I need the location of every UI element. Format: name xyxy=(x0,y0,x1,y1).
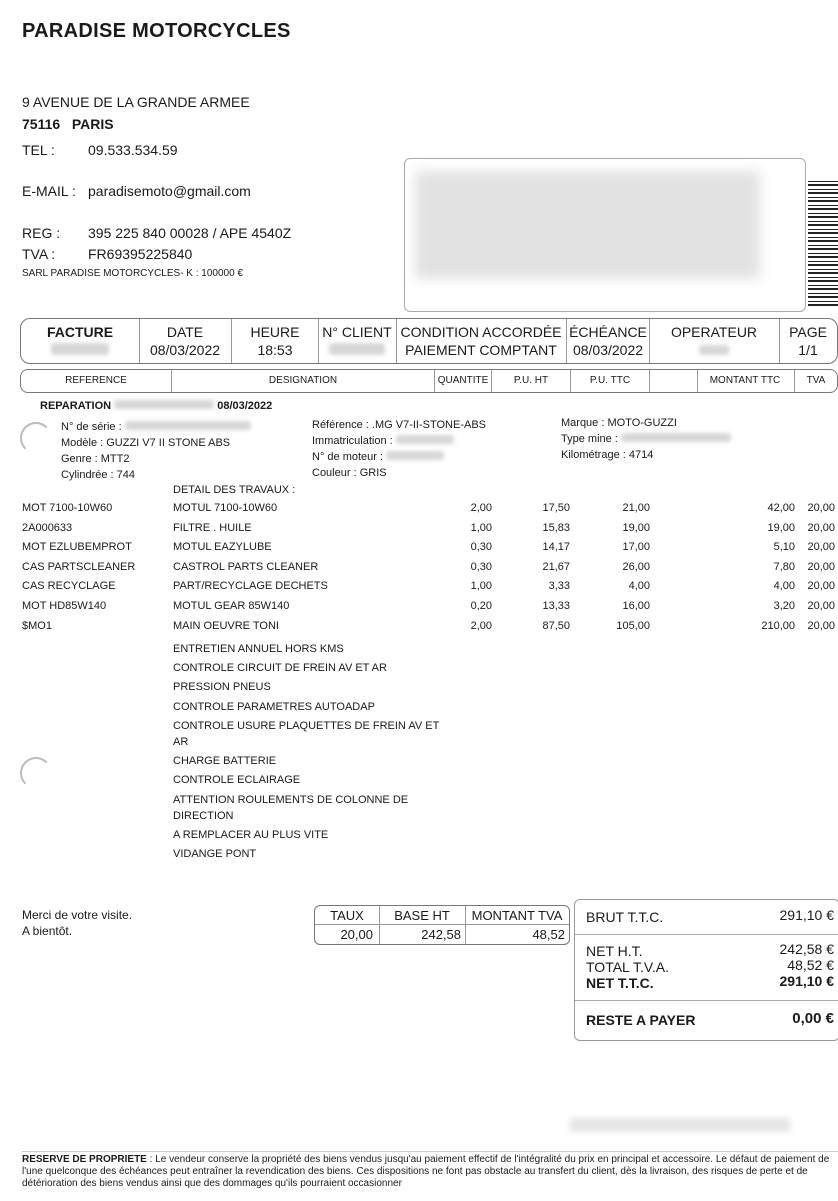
echeance-value: 08/03/2022 xyxy=(572,342,644,358)
redacted-client-number xyxy=(329,343,385,355)
item-montant: 42,00 xyxy=(767,502,795,514)
item-puht: 13,33 xyxy=(542,600,570,612)
redacted-recipient xyxy=(415,171,760,279)
table-row xyxy=(0,580,838,600)
vehicle-info-right xyxy=(561,415,731,463)
operateur-cell xyxy=(650,319,778,363)
item-puht: 14,17 xyxy=(542,541,570,554)
company-city: PARIS xyxy=(71,116,114,132)
redacted-type-mine xyxy=(621,433,731,442)
item-tva: 20,00 xyxy=(807,502,835,514)
col-quantite: QUANTITE xyxy=(437,375,489,386)
note-line: DIRECTION xyxy=(173,809,234,822)
item-puttc: 19,00 xyxy=(622,521,650,534)
condition-label: CONDITION ACCORDÉE xyxy=(400,324,562,340)
company-reg-line xyxy=(22,225,291,241)
echeance-cell xyxy=(567,319,649,363)
company-email-line xyxy=(22,183,251,199)
typemine-label: Type mine : xyxy=(561,433,618,445)
divider xyxy=(575,934,838,935)
redacted-serial xyxy=(125,421,251,430)
couleur: Couleur : GRIS xyxy=(312,467,387,479)
thanks-message xyxy=(22,907,132,939)
detail-title: DETAIL DES TRAVAUX : xyxy=(173,484,296,496)
redacted-repair-id xyxy=(114,400,214,409)
reste-label: RESTE A PAYER xyxy=(586,1012,696,1028)
note-line: A REMPLACER AU PLUS VITE xyxy=(173,829,329,842)
note-line: CONTROLE CIRCUIT DE FREIN AV ET AR xyxy=(173,662,387,675)
table-row xyxy=(0,541,838,561)
item-puht: 15,83 xyxy=(542,521,570,534)
item-puht: 87,50 xyxy=(542,619,570,632)
vehicle-info-left xyxy=(61,419,251,483)
item-montant: 19,00 xyxy=(767,521,795,534)
item-ref: MOT HD85W140 xyxy=(22,600,107,612)
client-cell xyxy=(319,319,395,363)
client-label: N° CLIENT xyxy=(322,324,392,340)
page-value: 1/1 xyxy=(798,342,818,358)
echeance-label: ÉCHÉANCE xyxy=(569,324,647,340)
note-line: ATTENTION ROULEMENTS DE COLONNE DE xyxy=(173,793,409,806)
item-ref: CAS RECYCLAGE xyxy=(22,580,116,593)
redacted-invoice-number xyxy=(51,343,109,355)
item-montant: 210,00 xyxy=(761,619,795,632)
item-qty: 2,00 xyxy=(470,619,492,632)
reference: Référence : .MG V7-II-STONE-ABS xyxy=(312,419,487,431)
item-designation: MOTUL 7100-10W60 xyxy=(173,502,278,514)
item-tva: 20,00 xyxy=(807,600,835,612)
redacted-operator xyxy=(699,345,729,355)
net-ttc-value: 291,10 € xyxy=(779,973,834,989)
total-tva-label: TOTAL T.V.A. xyxy=(586,959,670,975)
item-puttc: 16,00 xyxy=(622,600,650,612)
company-postcode: 75116 xyxy=(22,116,61,132)
moteur-label: N° de moteur : xyxy=(312,451,384,463)
repair-date: 08/03/2022 xyxy=(217,400,273,412)
table-row xyxy=(0,522,838,542)
item-tva: 20,00 xyxy=(807,580,835,593)
repair-title: REPARATION xyxy=(40,400,112,412)
net-ht-value: 242,58 € xyxy=(779,941,834,957)
divider xyxy=(575,1000,838,1001)
company-tva-line xyxy=(22,246,192,262)
vat-montant-value: 48,52 xyxy=(532,927,565,942)
vat-base-label: BASE HT xyxy=(394,908,450,923)
page-label: PAGE xyxy=(789,324,827,340)
item-qty: 0,30 xyxy=(470,560,492,573)
item-puht: 3,33 xyxy=(548,580,570,593)
heure-value: 18:53 xyxy=(257,342,293,358)
vat-taux-value: 20,00 xyxy=(340,927,373,942)
item-montant: 3,20 xyxy=(773,600,795,612)
col-tva: TVA xyxy=(806,375,826,386)
totals-box xyxy=(574,899,838,1041)
barcode xyxy=(808,178,838,306)
net-ht-label: NET H.T. xyxy=(586,943,643,959)
redacted-plate xyxy=(396,435,454,444)
tva-value: FR69395225840 xyxy=(88,246,193,262)
item-puttc: 17,00 xyxy=(622,541,650,554)
item-ref: 2A000633 xyxy=(22,521,73,534)
divider xyxy=(697,370,698,392)
item-qty: 0,30 xyxy=(470,541,492,554)
divider xyxy=(315,924,569,925)
reg-value: 395 225 840 00028 / APE 4540Z xyxy=(88,225,292,241)
vat-summary xyxy=(314,905,570,945)
recipient-address-box xyxy=(404,158,806,312)
company-city-line xyxy=(22,116,114,132)
date-cell xyxy=(140,319,230,363)
redacted-footer-info xyxy=(570,1118,790,1132)
reste-value: 0,00 € xyxy=(792,1010,834,1027)
item-tva: 20,00 xyxy=(807,619,835,632)
item-puht: 17,50 xyxy=(542,502,570,514)
work-notes xyxy=(173,640,439,864)
modele: Modèle : GUZZI V7 II STONE ABS xyxy=(61,437,231,449)
company-tel-line xyxy=(22,142,178,158)
redacted-engine-number xyxy=(386,451,444,460)
item-qty: 1,00 xyxy=(470,580,492,593)
item-montant: 5,10 xyxy=(773,541,795,554)
item-puttc: 26,00 xyxy=(622,560,650,573)
company-sarl: SARL PARADISE MOTORCYCLES- K : 100000 € xyxy=(22,268,244,279)
note-line: PRESSION PNEUS xyxy=(173,681,271,694)
item-designation: MAIN OEUVRE TONI xyxy=(173,619,279,632)
note-line: AR xyxy=(173,736,189,749)
kilometrage: Kilométrage : 4714 xyxy=(561,449,654,461)
footer-title: RESERVE DE PROPRIETE xyxy=(22,1154,147,1165)
thanks-line-1: Merci de votre visite. xyxy=(22,908,133,922)
item-ref: MOT EZLUBEMPROT xyxy=(22,541,132,554)
company-name: PARADISE MOTORCYCLES xyxy=(22,20,291,42)
immat-label: Immatriculation : xyxy=(312,435,393,447)
col-reference: REFERENCE xyxy=(65,375,127,386)
note-line: CONTROLE PARAMETRES AUTOADAP xyxy=(173,700,375,713)
item-designation: PART/RECYCLAGE DECHETS xyxy=(173,580,328,593)
columns-header xyxy=(20,369,838,393)
item-qty: 0,20 xyxy=(470,600,492,612)
footer-terms xyxy=(22,1151,838,1190)
item-ref: $MO1 xyxy=(22,619,52,632)
date-label: DATE xyxy=(166,324,204,340)
tel-value: 09.533.534.59 xyxy=(88,142,178,158)
company-address: 9 AVENUE DE LA GRANDE ARMEE xyxy=(22,94,250,110)
heure-label: HEURE xyxy=(250,324,300,340)
vehicle-info-middle xyxy=(312,417,486,481)
tva-label: TVA : xyxy=(22,246,56,262)
item-montant: 7,80 xyxy=(773,560,795,573)
vat-taux-label: TAUX xyxy=(330,908,364,923)
item-puttc: 105,00 xyxy=(616,619,650,632)
footer-text: : Le vendeur conserve la propriété des biens vendus jusqu'au paiement effectif de l'intégralité du prix en principal et accessoire. Le défaut de paiement de l'une quelconque des échéances peut entraîner la revendication des biens. Ces dispositions ne font pas obstacle au transfert du client, dès la livraison, des risques de perte et de détérioration des biens vendus ainsi que des dommages qu'ils pourraient occasionner xyxy=(22,1154,830,1189)
facture-cell xyxy=(21,319,139,363)
marque: Marque : MOTO-GUZZI xyxy=(561,417,677,429)
net-ttc-label: NET T.T.C. xyxy=(586,975,654,991)
vat-montant-label: MONTANT TVA xyxy=(471,908,563,923)
operateur-label: OPERATEUR xyxy=(670,324,758,340)
item-designation: MOTUL EAZYLUBE xyxy=(173,541,272,554)
col-designation: DESIGNATION xyxy=(268,375,338,386)
note-line: CHARGE BATTERIE xyxy=(173,755,277,768)
col-puht: P.U. HT xyxy=(513,375,549,386)
col-puttc: P.U. TTC xyxy=(589,375,631,386)
note-line: CONTROLE USURE PLAQUETTES DE FREIN AV ET xyxy=(173,719,440,732)
cylindree: Cylindrée : 744 xyxy=(61,469,135,481)
item-designation: CASTROL PARTS CLEANER xyxy=(173,560,319,573)
table-row xyxy=(0,561,838,581)
note-line: VIDANGE PONT xyxy=(173,848,257,861)
brut-value: 291,10 € xyxy=(779,907,834,923)
item-puttc: 21,00 xyxy=(622,502,650,514)
page-cell xyxy=(780,319,836,363)
punch-hole xyxy=(20,757,52,789)
invoice-header xyxy=(20,318,838,364)
reg-label: REG : xyxy=(22,225,61,241)
item-designation: FILTRE . HUILE xyxy=(173,521,252,534)
item-tva: 20,00 xyxy=(807,541,835,554)
item-ref: MOT 7100-10W60 xyxy=(22,502,113,514)
item-qty: 1,00 xyxy=(470,521,492,534)
item-qty: 2,00 xyxy=(470,502,492,514)
email-value: paradisemoto@gmail.com xyxy=(88,183,251,199)
punch-hole xyxy=(20,422,52,454)
brut-label: BRUT T.T.C. xyxy=(586,909,664,925)
col-montant: MONTANT TTC xyxy=(709,375,781,386)
note-line: ENTRETIEN ANNUEL HORS KMS xyxy=(173,643,344,655)
email-label: E-MAIL : xyxy=(22,183,76,199)
item-ref: CAS PARTSCLEANER xyxy=(22,560,136,573)
repair-title-line xyxy=(40,400,272,412)
condition-cell xyxy=(397,319,565,363)
divider xyxy=(649,370,650,392)
condition-value: PAIEMENT COMPTANT xyxy=(405,342,557,358)
table-row xyxy=(0,620,838,640)
genre: Genre : MTT2 xyxy=(61,453,130,465)
table-row xyxy=(0,502,838,522)
serie-label: N° de série : xyxy=(61,421,122,433)
table-row xyxy=(0,600,838,620)
tel-label: TEL : xyxy=(22,142,55,158)
item-tva: 20,00 xyxy=(807,560,835,573)
item-puht: 21,67 xyxy=(542,560,570,573)
item-puttc: 4,00 xyxy=(628,580,650,593)
thanks-line-2: A bientôt. xyxy=(22,924,73,938)
item-montant: 4,00 xyxy=(773,580,795,593)
total-tva-value: 48,52 € xyxy=(787,957,834,973)
item-designation: MOTUL GEAR 85W140 xyxy=(173,600,290,612)
facture-label: FACTURE xyxy=(46,324,114,340)
vat-base-value: 242,58 xyxy=(421,927,461,942)
heure-cell xyxy=(232,319,318,363)
item-tva: 20,00 xyxy=(807,521,835,534)
note-line: CONTROLE ECLAIRAGE xyxy=(173,774,301,787)
date-value: 08/03/2022 xyxy=(149,342,221,358)
